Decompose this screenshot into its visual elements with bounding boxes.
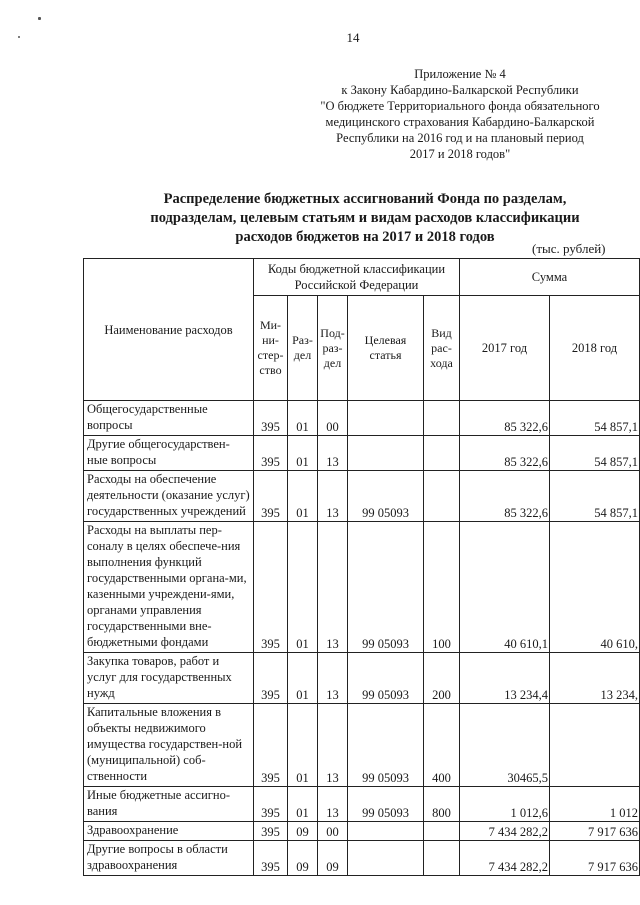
appendix-line: 2017 и 2018 годов"	[409, 147, 511, 161]
amount-2017: 85 322,6	[460, 436, 550, 471]
scan-speck	[38, 17, 41, 20]
target-code	[348, 436, 424, 471]
header-target: Целевая статья	[348, 296, 424, 401]
amount-2017: 1 012,6	[460, 787, 550, 822]
page-number: 14	[346, 30, 360, 45]
header-codes-group: Коды бюджетной классификации Российской Федерации	[254, 259, 460, 296]
target-code: 99 05093	[348, 522, 424, 653]
subsection-code: 13	[318, 471, 348, 522]
table-row	[84, 787, 640, 822]
header-subsection: Под-раз-дел	[318, 296, 348, 401]
amount-2018: 40 610,	[550, 522, 640, 653]
section-code: 01	[288, 471, 318, 522]
subsection-code: 00	[318, 401, 348, 436]
amount-2018: 7 917 636	[550, 822, 640, 841]
appendix-line: Приложение № 4	[414, 67, 506, 81]
table-row	[84, 436, 640, 471]
table-row	[84, 522, 640, 653]
table-row	[84, 471, 640, 522]
section-code: 01	[288, 704, 318, 787]
target-code: 99 05093	[348, 704, 424, 787]
title-line: подразделам, целевым статьям и видам расходов классификации	[150, 210, 580, 226]
table-row	[84, 401, 640, 436]
amount-2018: 7 917 636	[550, 841, 640, 876]
ministry-code: 395	[254, 522, 288, 653]
subsection-code: 13	[318, 436, 348, 471]
target-code: 99 05093	[348, 471, 424, 522]
subsection-code: 13	[318, 522, 348, 653]
ministry-code: 395	[254, 471, 288, 522]
amount-2017: 85 322,6	[460, 401, 550, 436]
amount-2017: 85 322,6	[460, 471, 550, 522]
header-ministry: Ми-ни-стер-ство	[254, 296, 288, 401]
table-row	[84, 653, 640, 704]
header-year-2017: 2017 год	[460, 296, 550, 401]
header-sum-group: Сумма	[460, 259, 640, 296]
appendix-line: "О бюджете Территориального фонда обязательного	[320, 99, 600, 113]
subsection-code: 09	[318, 841, 348, 876]
expense-name: Расходы на выплаты пер-соналу в целях обеспече-ния выполнения функций государственными органа-ми, казенными учреждени-ями, органами управления государственными вне-бюджетными фондами	[84, 522, 254, 653]
budget-table	[83, 258, 640, 876]
amount-2017: 7 434 282,2	[460, 822, 550, 841]
title-line: Распределение бюджетных ассигнований Фонда по разделам,	[163, 191, 567, 207]
expense-type-code	[424, 401, 460, 436]
expense-name: Другие вопросы в области здравоохранения	[84, 841, 254, 876]
header-name: Наименование расходов	[84, 259, 254, 401]
target-code: 99 05093	[348, 653, 424, 704]
target-code: 99 05093	[348, 787, 424, 822]
expense-type-code	[424, 471, 460, 522]
subsection-code: 00	[318, 822, 348, 841]
section-code: 01	[288, 787, 318, 822]
amount-2017: 40 610,1	[460, 522, 550, 653]
appendix-note	[300, 66, 620, 162]
ministry-code: 395	[254, 787, 288, 822]
target-code	[348, 822, 424, 841]
amount-2018: 1 012	[550, 787, 640, 822]
header-expense-type: Вид рас-хода	[424, 296, 460, 401]
table-row	[84, 822, 640, 841]
amount-2018: 54 857,1	[550, 401, 640, 436]
subsection-code: 13	[318, 653, 348, 704]
expense-type-code: 200	[424, 653, 460, 704]
expense-name: Общегосударственные вопросы	[84, 401, 254, 436]
subsection-code: 13	[318, 787, 348, 822]
amount-2017: 7 434 282,2	[460, 841, 550, 876]
expense-name: Другие общегосударствен-ные вопросы	[84, 436, 254, 471]
appendix-line: к Закону Кабардино-Балкарской Республики	[341, 83, 579, 97]
table-row	[84, 841, 640, 876]
expense-name: Капитальные вложения в объекты недвижимого имущества государствен-ной (муниципальной) соб-ственности	[84, 704, 254, 787]
amount-2017: 30465,5	[460, 704, 550, 787]
ministry-code: 395	[254, 841, 288, 876]
units-label: (тыс. рублей)	[532, 241, 606, 256]
expense-name: Расходы на обеспечение деятельности (оказание услуг) государственных учреждений	[84, 471, 254, 522]
expense-type-code	[424, 436, 460, 471]
target-code	[348, 841, 424, 876]
amount-2018	[550, 704, 640, 787]
ministry-code: 395	[254, 653, 288, 704]
section-code: 09	[288, 822, 318, 841]
expense-name: Здравоохранение	[84, 822, 254, 841]
expense-type-code: 100	[424, 522, 460, 653]
amount-2018: 54 857,1	[550, 436, 640, 471]
expense-name: Закупка товаров, работ и услуг для государственных нужд	[84, 653, 254, 704]
ministry-code: 395	[254, 436, 288, 471]
appendix-line: Республики на 2016 год и на плановый период	[336, 131, 584, 145]
section-code: 01	[288, 436, 318, 471]
title-line: расходов бюджетов на 2017 и 2018 годов	[235, 229, 495, 245]
section-code: 09	[288, 841, 318, 876]
target-code	[348, 401, 424, 436]
amount-2018: 13 234,	[550, 653, 640, 704]
ministry-code: 395	[254, 401, 288, 436]
appendix-line: медицинского страхования Кабардино-Балкарской	[325, 115, 595, 129]
expense-type-code	[424, 822, 460, 841]
expense-type-code: 800	[424, 787, 460, 822]
section-code: 01	[288, 653, 318, 704]
header-row	[84, 259, 640, 296]
amount-2017: 13 234,4	[460, 653, 550, 704]
expense-name: Иные бюджетные ассигно-вания	[84, 787, 254, 822]
ministry-code: 395	[254, 822, 288, 841]
ministry-code: 395	[254, 704, 288, 787]
expense-type-code	[424, 841, 460, 876]
header-year-2018: 2018 год	[550, 296, 640, 401]
document-title	[120, 190, 610, 247]
expense-type-code: 400	[424, 704, 460, 787]
table-row	[84, 704, 640, 787]
section-code: 01	[288, 522, 318, 653]
subsection-code: 13	[318, 704, 348, 787]
amount-2018: 54 857,1	[550, 471, 640, 522]
section-code: 01	[288, 401, 318, 436]
header-section: Раз-дел	[288, 296, 318, 401]
